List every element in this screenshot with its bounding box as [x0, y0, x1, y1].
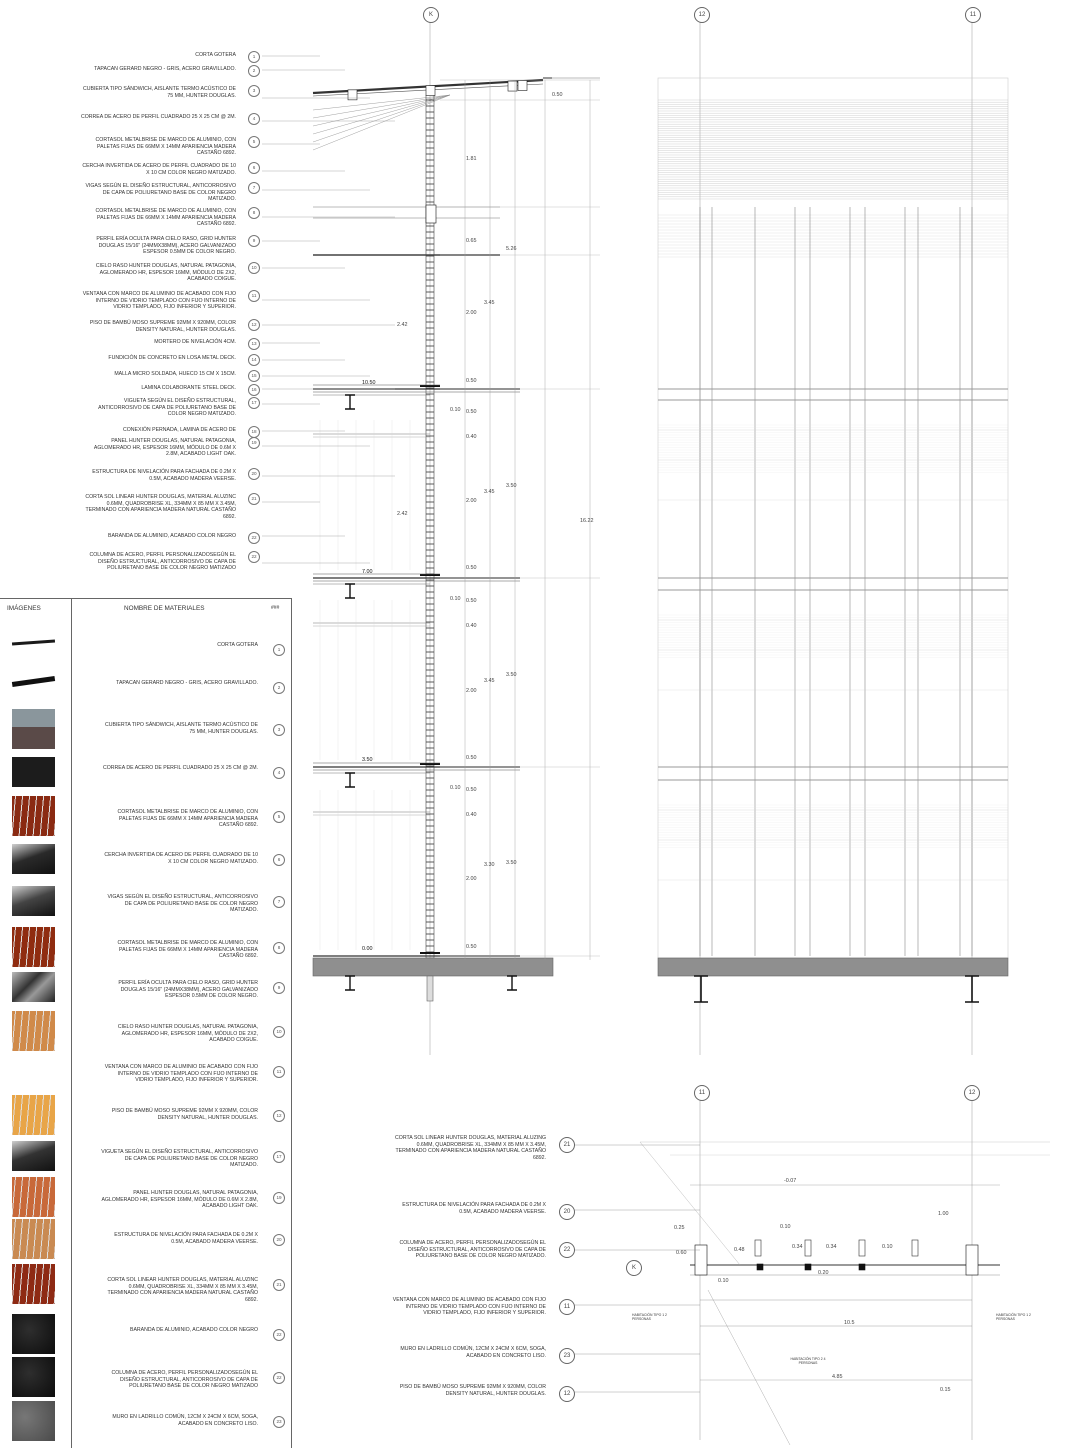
section-callout-number: 6	[248, 162, 260, 174]
section-callout-text: VENTANA CON MARCO DE ALUMINIO DE ACABADO CON FIJO INTERNO DE VIDRIO TEMPLADO CON FIJO INTERNO DE VIDRIO TEMPLADO, FIJO INFERIOR Y SUPERIOR.	[82, 291, 236, 311]
material-name: CERCHA INVERTIDA DE ACERO DE PERFIL CUADRADO DE 10 X 10 CM COLOR NEGRO MATIZADO.	[104, 852, 258, 865]
section-callout-text: CORREA DE ACERO DE PERFIL CUADRADO 25 X 25 CM @ 2M.	[81, 114, 236, 120]
material-code: 3	[273, 724, 285, 736]
dimension-value: 3.30	[484, 862, 495, 868]
header-code: ###	[271, 605, 280, 611]
room-label: HABITACIÓN TIPO 1 2 PERSONAS	[996, 1313, 1031, 1322]
section-callout-number: 15	[248, 370, 260, 382]
plan-post	[757, 1264, 763, 1270]
section-callout-text: ESTRUCTURA DE NIVELACIÓN PARA FACHADA DE 0.2M X 0.5M, ACABADO MADERA VEERSE.	[92, 469, 236, 482]
section-callout-text: PERFIL ERÍA OCULTA PARA CIELO RASO, GRID HUNTER DOUGLAS 15/16" (24MMX38MM), ACERO GALVANIZADO ESPESOR 0.5MM DE COLOR NEGRO.	[96, 236, 236, 256]
roof-purlin	[426, 86, 435, 96]
material-swatch-image	[12, 1141, 55, 1171]
material-swatch-image	[12, 972, 55, 1002]
section-callout-number: 4	[248, 113, 260, 125]
section-callout-text: COLUMNA DE ACERO, PERFIL PERSONALIZADOSEGÚN EL DISEÑO ESTRUCTURAL, ANTICORROSIVO DE CAPA DE POLIURETANO BASE DE COLOR NEGRO MATIZADO	[89, 552, 236, 572]
dimension-value: 3.50	[506, 483, 517, 489]
section-callout-text: CIELO RASO HUNTER DOUGLAS, NATURAL PATAGONIA, AGLOMERADO HR, ESPESOR 16MM, MÓDULO DE 2X2, ACABADO COIGUE.	[95, 263, 236, 283]
dimension-value: 2.42	[397, 322, 408, 328]
dimension-value: 0.50	[466, 409, 477, 415]
grid-bubble-11: 11	[965, 7, 981, 23]
material-swatch-image	[12, 1314, 55, 1354]
plan-column	[695, 1245, 707, 1275]
section-callout-text: VIGUETA SEGÚN EL DISEÑO ESTRUCTURAL, ANTICORROSIVO DE CAPA DE POLIURETANO BASE DE COLOR NEGRO MATIZADO.	[98, 398, 236, 418]
material-swatch-image	[12, 1264, 55, 1304]
material-name: TAPACAN GERARD NEGRO - GRIS, ACERO GRAVILLADO.	[116, 680, 258, 686]
section-callout-number: 1	[248, 51, 260, 63]
i-beam	[345, 976, 355, 990]
dimension-value: 3.45	[484, 300, 495, 306]
material-name: VIGAS SEGÚN EL DISEÑO ESTRUCTURAL, ANTICORROSIVO DE CAPA DE POLIURETANO BASE DE COLOR NEGRO MATIZADO.	[107, 894, 258, 914]
section-callout-number: 8	[248, 207, 260, 219]
plan-callout-number: 21	[559, 1137, 575, 1153]
i-beam	[345, 773, 355, 787]
plan-dimension-value: 1.00	[938, 1211, 949, 1217]
plan-grid-bubble-12: 12	[964, 1085, 980, 1101]
plan-dimension-value: 4.85	[832, 1374, 843, 1380]
section-callout-number: 18	[248, 426, 260, 438]
i-beam	[345, 584, 355, 598]
header-images: IMÁGENES	[7, 605, 41, 612]
dimension-value: 2.00	[466, 688, 477, 694]
material-swatch-image	[12, 927, 55, 967]
dimension-value: 0.50	[466, 565, 477, 571]
material-code: 1	[273, 644, 285, 656]
section-callout-number: 10	[248, 262, 260, 274]
roof-purlin	[518, 81, 527, 91]
section-callout-number: 11	[248, 290, 260, 302]
material-swatch-image	[12, 640, 55, 646]
plan-callout-number: 20	[559, 1204, 575, 1220]
materials-table	[0, 598, 292, 1448]
section-callout-text: PANEL HUNTER DOUGLAS, NATURAL PATAGONIA, AGLOMERADO HR, ESPESOR 16MM, MÓDULO DE 0.6M X 2.8M, ACABADO LIGHT OAK.	[93, 438, 236, 458]
facade-frame	[658, 78, 1008, 958]
i-beam	[345, 395, 355, 409]
material-name: CIELO RASO HUNTER DOUGLAS, NATURAL PATAGONIA, AGLOMERADO HR, ESPESOR 16MM, MÓDULO DE 2X2, ACABADO COIGUE.	[117, 1024, 258, 1044]
section-callout-text: LAMINA COLABORANTE STEEL DECK.	[141, 385, 236, 391]
plan-callout-number: 23	[559, 1348, 575, 1364]
material-swatch-image	[12, 1401, 55, 1441]
material-name: MURO EN LADRILLO COMÚN, 12CM X 24CM X 6CM, SOGA, ACABADO EN CONCRETO LISO.	[112, 1414, 258, 1427]
plan-callout-number: 11	[559, 1299, 575, 1315]
section-callout-number: 2	[248, 65, 260, 77]
plan-grid-bubble-k: K	[626, 1260, 642, 1276]
material-code: 10	[273, 1026, 285, 1038]
section-callout-number: 12	[248, 319, 260, 331]
dimension-value: 0.65	[466, 238, 477, 244]
room-label: HABITACIÓN TIPO 1 2 PERSONAS	[632, 1313, 667, 1322]
material-swatch-image	[12, 676, 55, 687]
dimension-value: 3.45	[484, 678, 495, 684]
section-callout-text: MALLA MICRO SOLDADA, HUECO 15 CM X 15CM.	[114, 371, 236, 377]
plan-dimension-value: 0.34	[792, 1244, 803, 1250]
plan-dimension-value: 0.48	[734, 1247, 745, 1253]
section-callout-text: CUBIERTA TIPO SÁNDWICH, AISLANTE TERMO ACÚSTICO DE 75 MM, HUNTER DOUGLAS.	[83, 86, 236, 99]
plan-line	[640, 1142, 740, 1265]
plan-callout-text: CORTA SOL LINEAR HUNTER DOUGLAS, MATERIAL ALUZING 0.6MM, QUADROBRISE XL, 334MM X 85 MM X 3.45M, TERMINADO CON APARIENCIA MADERA NATURAL CASTAÑO 6892.	[395, 1135, 546, 1161]
section-callout-text: CORTA GOTERA	[195, 52, 236, 58]
plan-callout-text: VENTANA CON MARCO DE ALUMINIO DE ACABADO CON FIJO INTERNO DE VIDRIO TEMPLADO CON FIJO INTERNO DE VIDRIO TEMPLADO, FIJO INFERIOR Y SUPERIOR.	[392, 1297, 546, 1317]
material-name: ESTRUCTURA DE NIVELACIÓN PARA FACHADA DE 0.2M X 0.5M, ACABADO MADERA VEERSE.	[114, 1232, 258, 1245]
dimension-value: 3.50	[506, 672, 517, 678]
plan-line	[708, 1290, 790, 1445]
plan-brise-blade	[805, 1240, 811, 1256]
dimension-value: 0.40	[466, 434, 477, 440]
section-callout-number: 16	[248, 384, 260, 396]
plan-brise-blade	[755, 1240, 761, 1256]
table-divider	[291, 599, 292, 1448]
level-mark: 10.50	[362, 380, 376, 386]
material-swatch-image	[12, 1011, 55, 1051]
i-beam	[694, 976, 708, 1002]
truss-member	[313, 95, 450, 110]
material-name: CORTASOL METALBRISE DE MARCO DE ALUMINIO, CON PALETAS FIJAS DE 66MM X 14MM APARIENCIA MADERA CASTAÑO 6892.	[117, 940, 258, 960]
plan-brise-blade	[912, 1240, 918, 1256]
material-name: CORTA GOTERA	[217, 642, 258, 648]
roof-purlin	[348, 90, 357, 100]
material-code: 9	[273, 982, 285, 994]
material-swatch-image	[12, 1219, 55, 1259]
plan-dimension-value: -0.07	[784, 1178, 797, 1184]
dimension-value: 2.00	[466, 310, 477, 316]
dimension-value: 2.42	[397, 511, 408, 517]
dimension-value: 0.50	[466, 944, 477, 950]
dimension-value: 0.50	[466, 378, 477, 384]
section-callout-number: 22	[248, 551, 260, 563]
dimension-value: 1.81	[466, 156, 477, 162]
material-code: 22	[273, 1329, 285, 1341]
material-code: 11	[273, 1066, 285, 1078]
i-beam	[965, 976, 979, 1002]
section-callout-number: 17	[248, 397, 260, 409]
material-swatch-image	[12, 844, 55, 874]
plan-dimension-value: 0.15	[940, 1387, 951, 1393]
material-name: PERFIL ERÍA OCULTA PARA CIELO RASO, GRID HUNTER DOUGLAS 15/16" (24MMX38MM), ACERO GALVANIZADO ESPESOR 0.5MM DE COLOR NEGRO.	[118, 980, 258, 1000]
plan-brise-blade	[859, 1240, 865, 1256]
section-callout-text: BARANDA DE ALUMINIO, ACABADO COLOR NEGRO	[108, 533, 236, 539]
section-callout-number: 14	[248, 354, 260, 366]
beam-section	[426, 205, 436, 223]
material-code: 19	[273, 1192, 285, 1204]
header-materials: NOMBRE DE MATERIALES	[124, 605, 205, 612]
plan-dimension-value: 0.25	[674, 1225, 685, 1231]
roof-purlin	[508, 81, 517, 91]
plan-callout-text: PISO DE BAMBÚ MOSO SUPREME 92MM X 920MM, COLOR DENSITY NATURAL, HUNTER DOUGLAS.	[399, 1384, 546, 1397]
material-swatch-image	[12, 757, 55, 787]
section-callout-number: 13	[248, 338, 260, 350]
material-code: 17	[273, 1151, 285, 1163]
plan-dimension-value: 0.10	[882, 1244, 893, 1250]
dimension-value: 0.10	[450, 596, 461, 602]
material-name: CORTASOL METALBRISE DE MARCO DE ALUMINIO, CON PALETAS FIJAS DE 66MM X 14MM APARIENCIA MADERA CASTAÑO 6892.	[117, 809, 258, 829]
material-code: 5	[273, 811, 285, 823]
material-name: PANEL HUNTER DOUGLAS, NATURAL PATAGONIA, AGLOMERADO HR, ESPESOR 16MM, MÓDULO DE 0.6M X 2.8M, ACABADO LIGHT OAK.	[101, 1190, 258, 1210]
section-callout-number: 9	[248, 235, 260, 247]
plan-post	[859, 1264, 865, 1270]
foundation-slab	[658, 958, 1008, 976]
material-swatch-image	[12, 796, 55, 836]
dimension-value: 16.22	[580, 518, 594, 524]
level-mark: 3.50	[362, 757, 373, 763]
material-name: VENTANA CON MARCO DE ALUMINIO DE ACABADO CON FIJO INTERNO DE VIDRIO TEMPLADO CON FIJO INTERNO DE VIDRIO TEMPLADO, FIJO INFERIOR Y SUPERIOR.	[104, 1064, 258, 1084]
material-name: CORTA SOL LINEAR HUNTER DOUGLAS, MATERIAL ALUZINC 0.6MM, QUADROBRISE XL, 334MM X 85 MM X 3.45M, TERMINADO CON APARIENCIA MADERA NATURAL CASTAÑO 6892.	[107, 1277, 258, 1303]
material-code: 22	[273, 1372, 285, 1384]
section-callout-number: 22	[248, 532, 260, 544]
i-beam	[507, 976, 517, 990]
plan-callout-text: ESTRUCTURA DE NIVELACIÓN PARA FACHADA DE 0.2M X 0.5M, ACABADO MADERA VEERSE.	[402, 1202, 546, 1215]
material-code: 2	[273, 682, 285, 694]
section-callout-text: CORTASOL METALBRISE DE MARCO DE ALUMINIO, CON PALETAS FIJAS DE 66MM X 14MM APARIENCIA MADERA CASTAÑO 6892.	[95, 137, 236, 157]
section-callout-number: 19	[248, 437, 260, 449]
material-swatch-image	[12, 1177, 55, 1217]
plan-dimension-value: 0.20	[818, 1270, 829, 1276]
plan-dimension-value: 0.10	[780, 1224, 791, 1230]
section-callout-text: FUNDICIÓN DE CONCRETO EN LOSA METAL DECK.	[108, 355, 236, 361]
material-swatch-image	[12, 709, 55, 749]
dimension-value: 0.50	[466, 598, 477, 604]
material-name: CUBIERTA TIPO SÁNDWICH, AISLANTE TERMO ACÚSTICO DE 75 MM, HUNTER DOUGLAS.	[105, 722, 258, 735]
plan-dimension-value: 10.5	[844, 1320, 855, 1326]
plan-column	[966, 1245, 978, 1275]
level-mark: 7.00	[362, 569, 373, 575]
room-label: HABITACIÓN TIPO 2 4 PERSONAS	[790, 1357, 826, 1366]
dimension-value: 0.10	[450, 785, 461, 791]
material-name: CORREA DE ACERO DE PERFIL CUADRADO 25 X 25 CM @ 2M.	[103, 765, 258, 771]
plan-dimension-value: 0.60	[676, 1250, 687, 1256]
plan-post	[805, 1264, 811, 1270]
level-mark: 0.00	[362, 946, 373, 952]
section-callout-text: CORTA SOL LINEAR HUNTER DOUGLAS, MATERIAL ALUZINC 0.6MM, QUADROBRISE XL, 334MM X 85 MM X 3.45M, TERMINADO CON APARIENCIA MADERA NATURAL CASTAÑO 6892.	[85, 494, 236, 520]
plan-callout-text: COLUMNA DE ACERO, PERFIL PERSONALIZADOSEGÚN EL DISEÑO ESTRUCTURAL, ANTICORROSIVO DE CAPA DE POLIURETANO BASE DE COLOR NEGRO MATIZADO.	[399, 1240, 546, 1260]
section-callout-text: MORTERO DE NIVELACIÓN 4CM.	[154, 339, 236, 345]
section-callout-text: CERCHA INVERTIDA DE ACERO DE PERFIL CUADRADO DE 10 X 10 CM COLOR NEGRO MATIZADO.	[82, 163, 236, 176]
section-callout-text: VIGAS SEGÚN EL DISEÑO ESTRUCTURAL, ANTICORROSIVO DE CAPA DE POLIURETANO BASE DE COLOR NEGRO MATIZADO.	[85, 183, 236, 203]
dimension-value: 0.10	[450, 407, 461, 413]
section-callout-text: CONEXIÓN PERNADA, LAMINA DE ACERO DE	[123, 427, 236, 433]
material-name: PISO DE BAMBÚ MOSO SUPREME 92MM X 920MM, COLOR DENSITY NATURAL, HUNTER DOUGLAS.	[111, 1108, 258, 1121]
truss-member	[313, 95, 450, 142]
material-code: 12	[273, 1110, 285, 1122]
material-code: 20	[273, 1234, 285, 1246]
material-name: VIGUETA SEGÚN EL DISEÑO ESTRUCTURAL, ANTICORROSIVO DE CAPA DE POLIURETANO BASE DE COLOR NEGRO MATIZADO.	[101, 1149, 258, 1169]
section-callout-number: 21	[248, 493, 260, 505]
dimension-value: 5.26	[506, 246, 517, 252]
plan-callout-text: MURO EN LADRILLO COMÚN, 12CM X 24CM X 6CM, SOGA, ACABADO EN CONCRETO LISO.	[400, 1346, 546, 1359]
column-base	[427, 976, 433, 1001]
material-swatch-image	[12, 886, 55, 916]
plan-callout-number: 22	[559, 1242, 575, 1258]
dimension-value: 2.00	[466, 498, 477, 504]
plan-dimension-value: 0.10	[718, 1278, 729, 1284]
plan-callout-number: 12	[559, 1386, 575, 1402]
dimension-value: 0.40	[466, 812, 477, 818]
dimension-value: 0.50	[466, 787, 477, 793]
grid-bubble-12: 12	[694, 7, 710, 23]
dimension-value: 0.50	[466, 755, 477, 761]
material-code: 4	[273, 767, 285, 779]
section-callout-number: 5	[248, 136, 260, 148]
section-callout-number: 3	[248, 85, 260, 97]
dimension-value: 3.45	[484, 489, 495, 495]
table-divider	[71, 599, 72, 1448]
grid-bubble-k: K	[423, 7, 439, 23]
dimension-value: 0.50	[552, 92, 563, 98]
section-callout-number: 20	[248, 468, 260, 480]
section-callout-text: TAPACAN GERARD NEGRO - GRIS, ACERO GRAVILLADO.	[94, 66, 236, 72]
material-swatch-image	[12, 1095, 55, 1135]
dimension-value: 3.50	[506, 860, 517, 866]
material-name: COLUMNA DE ACERO, PERFIL PERSONALIZADOSEGÚN EL DISEÑO ESTRUCTURAL, ANTICORROSIVO DE CAPA DE POLIURETANO BASE DE COLOR NEGRO MATIZADO	[111, 1370, 258, 1390]
material-code: 21	[273, 1279, 285, 1291]
material-code: 7	[273, 896, 285, 908]
section-callout-number: 7	[248, 182, 260, 194]
section-callout-text: CORTASOL METALBRISE DE MARCO DE ALUMINIO, CON PALETAS FIJAS DE 66MM X 14MM APARIENCIA MADERA CASTAÑO 6892.	[95, 208, 236, 228]
plan-grid-bubble-11: 11	[694, 1085, 710, 1101]
dimension-value: 0.40	[466, 623, 477, 629]
material-swatch-image	[12, 1357, 55, 1397]
material-code: 6	[273, 854, 285, 866]
dimension-value: 2.00	[466, 876, 477, 882]
plan-dimension-value: 0.34	[826, 1244, 837, 1250]
section-callout-text: PISO DE BAMBÚ MOSO SUPREME 92MM X 920MM, COLOR DENSITY NATURAL, HUNTER DOUGLAS.	[89, 320, 236, 333]
material-code: 23	[273, 1416, 285, 1428]
material-name: BARANDA DE ALUMINIO, ACABADO COLOR NEGRO	[130, 1327, 258, 1333]
material-code: 8	[273, 942, 285, 954]
foundation-slab	[313, 958, 553, 976]
